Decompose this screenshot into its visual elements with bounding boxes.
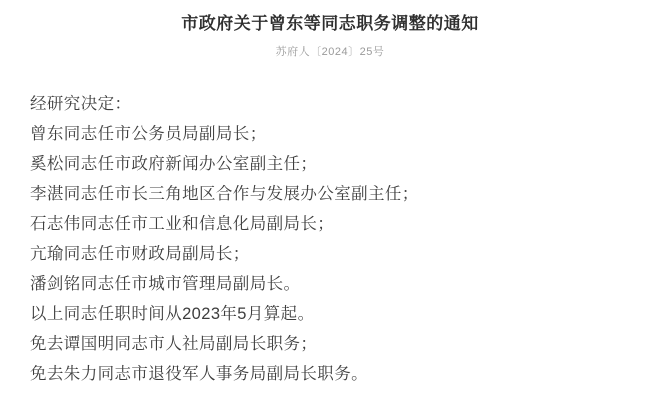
body-line: 潘剑铭同志任市城市管理局副局长。: [30, 275, 301, 294]
body-line: 免去朱力同志市退役军人事务局副局长职务。: [30, 365, 368, 384]
document-number: 苏府人〔2024〕25号: [275, 46, 385, 59]
body-line: 亢瑜同志任市财政局副局长；: [30, 245, 250, 264]
body-line: 曾东同志任市公务员局副局长；: [30, 125, 267, 144]
document-title: 市政府关于曾东等同志职务调整的通知: [181, 14, 479, 33]
body-line: 以上同志任职时间从2023年5月算起。: [30, 305, 315, 324]
body-line: 李湛同志任市长三角地区合作与发展办公室副主任；: [30, 185, 419, 204]
body-line: 免去谭国明同志市人社局副局长职务；: [30, 335, 318, 354]
body-line: 奚松同志任市政府新闻办公室副主任；: [30, 155, 318, 174]
body-line: 石志伟同志任市工业和信息化局副局长；: [30, 215, 335, 234]
body-line: 经研究决定：: [30, 95, 132, 114]
document-body: [0, 89, 660, 389]
